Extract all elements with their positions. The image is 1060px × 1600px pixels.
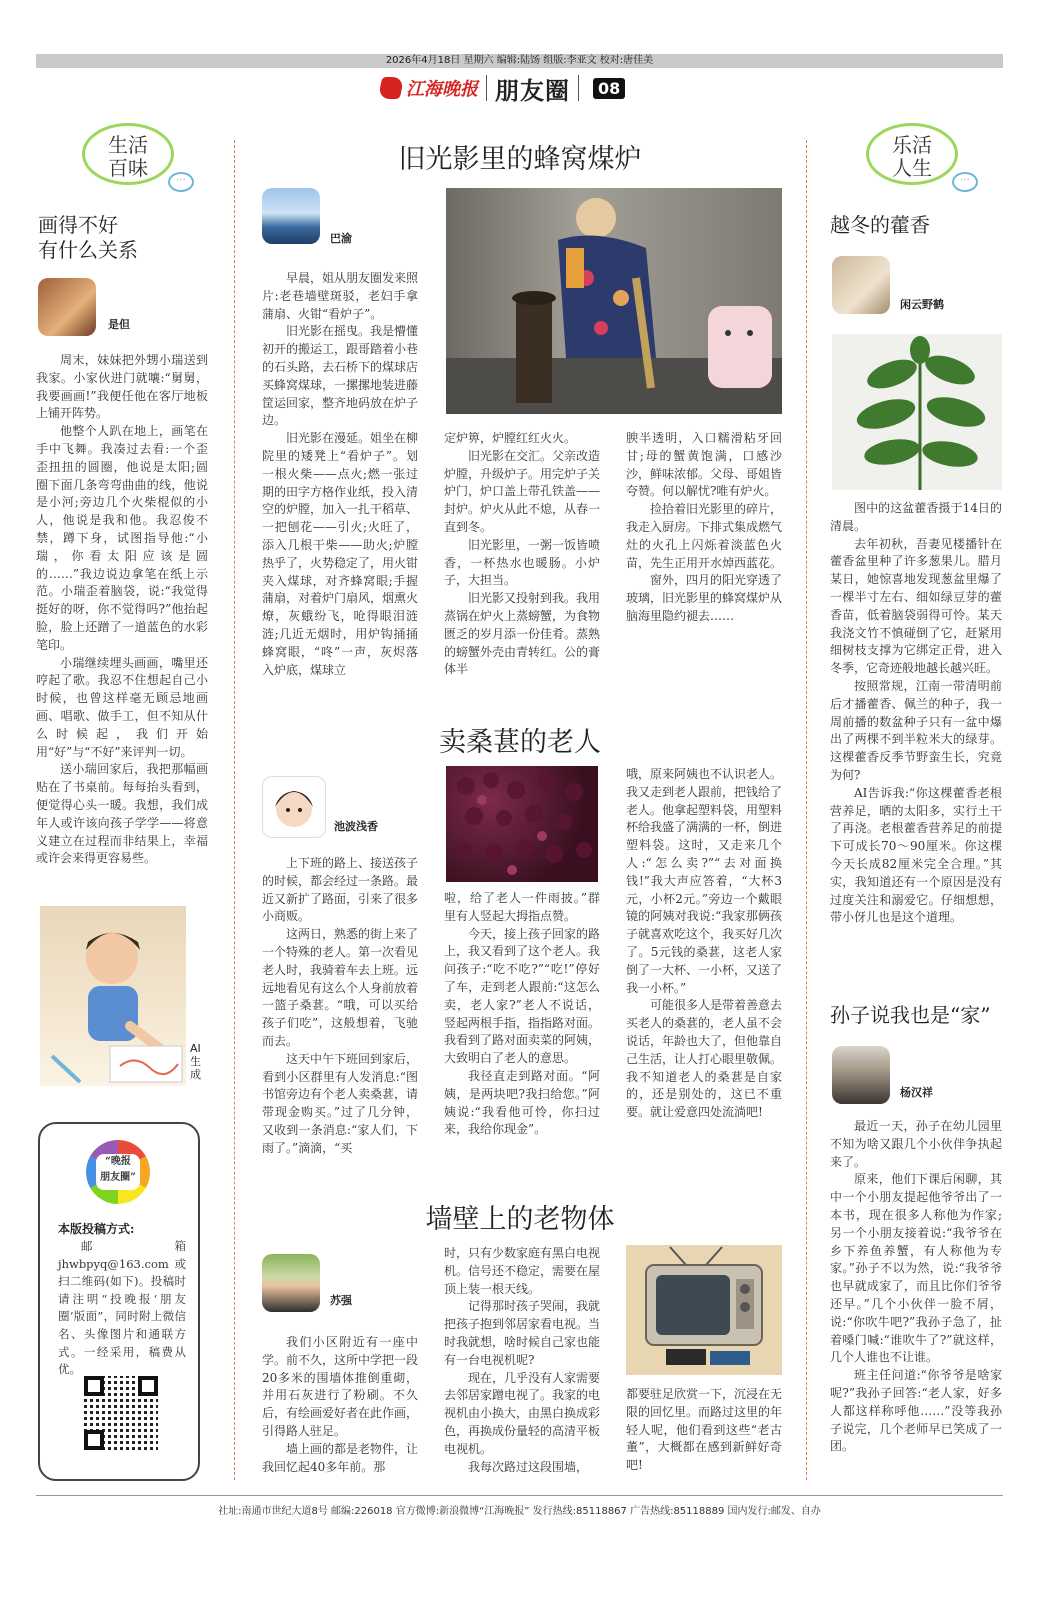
column-divider (806, 140, 807, 1480)
old-tv-painting-photo (626, 1245, 782, 1375)
dateline-bar (36, 54, 1003, 68)
paragraph: 最近一天，孙子在幼儿园里不知为啥又跟几个小伙伴争执起来了。 (830, 1119, 1002, 1169)
paragraph: 这天中午下班回到家后，看到小区群里有人发消息:“图书馆旁边有个老人卖桑葚，请带现金购买。”过了几分钟，又收到一条消息:“家人们，下雨了。”滴滴，“买 (262, 1051, 419, 1155)
left-article-body (36, 352, 208, 868)
paragraph: 早晨，姐从朋友圈发来照片:老巷墙壁斑驳，老妇手拿蒲扇、火钳“看炉子”。 (262, 271, 419, 321)
chat-bubble-icon: … (952, 172, 978, 192)
paragraph: 啦，给了老人一件雨披。”群里有人竖起大拇指点赞。 (444, 891, 600, 923)
author-name: 是但 (108, 318, 130, 331)
title-line: 画得不好 (38, 213, 118, 237)
illustration-svg (40, 906, 186, 1086)
paragraph: 可能很多人是带着善意去买老人的桑葚的，老人虽不会说话，年龄也大了，但他靠自己生活，让人打心眼里敬佩。我不知道老人的桑葚是自家的，还是别处的，这已不重要。就让爱意四处流淌吧! (626, 998, 783, 1120)
paragraph: 他整个人趴在地上，画笔在手中飞舞。我凑过去看:一个歪歪扭扭的圆圈，他说是太阳;圆圈下面几条弯弯曲曲的线，他说是小河;旁边几个火柴棍似的小人，他说是我和他。我忍俊不禁，蹲下身，试图指导他:“小瑞，你看太阳应该是圆的……”我边说边拿笔在纸上示范。小瑞歪着脑袋，说:“我觉得挺好的呀，你不觉得吗?”他抬起脸，脸上还蹭了一道蓝色的水彩笔印。 (36, 424, 208, 652)
article3-col1 (262, 1334, 418, 1476)
paragraph: 都要驻足欣赏一下，沉浸在无限的回忆里。而路过这里的年轻人呢，他们看到这些“老古董”，大概都在感到新鲜好奇吧! (626, 1387, 783, 1473)
illustration-caption: AI生成 (190, 1042, 201, 1081)
paragraph: 去年初秋，吾妻见楼播针在藿香盆里种了许多葱果儿。腊月某日，她惊喜地发现葱盆里爆了一棵半寸左右、细如绿豆芽的藿香苗，低着脑袋弱得可怜。某天我浇文竹不慎碰倒了它，赶紧用细树枝支撑为它绑定正骨，进入冬季，它奇迹般地越长越兴旺。 (830, 536, 1002, 676)
paragraph: 现在，几乎没有人家需要去邻居家蹭电视了。我家的电视机由小换大，由黑白换成彩色，再换成份量轻的高清平板电视机。 (444, 1370, 601, 1456)
paragraph: 小瑞继续埋头画画，嘴里还哼起了歌。我忍不住想起自己小时候，也曾这样毫无顾忌地画画、唱歌、做手工，但不知从什么时候起，我们开始用“好”与“不好”来评判一切。 (36, 655, 208, 759)
paragraph: 旧光影在漫延。姐坐在柳院里的矮凳上“看炉子”。划一根火柴——点火;燃一张过期的田字方格作业纸，投入清空的炉膛，加入一扎干稻草、一把刨花——引火;火旺了，添入几根干柴——助火;炉膛热乎了，火势稳定了，用火钳夹入煤球，对齐蜂窝眼;手握蒲扇，对着炉门扇风，烟熏火燎，灰蛾纷飞，呛得眼泪涟涟;几近无烟时，用炉钩捅捅蜂窝眼，“咚”一声，灰烬落入炉底，煤球立 (262, 431, 419, 677)
article-title: 旧光影里的蜂窝煤炉 (398, 144, 642, 175)
footer-rule (36, 1495, 1003, 1496)
qr-code-icon[interactable] (84, 1376, 158, 1450)
article-title: 墙壁上的老物体 (425, 1204, 615, 1235)
badge-line: 人生 (892, 156, 932, 180)
photo-svg (446, 766, 598, 882)
badge-line: “晚报 (105, 1156, 131, 1167)
article3-col2 (444, 1245, 600, 1476)
author-name: 杨汉祥 (900, 1086, 933, 1099)
badge-line: 生活 (108, 133, 148, 157)
paragraph: 图中的这盆藿香摄于14日的清晨。 (830, 501, 1002, 533)
masthead-divider (578, 75, 579, 101)
badge-line: 乐活 (892, 133, 932, 157)
photo-svg (832, 334, 1002, 490)
page-number: 08 (593, 78, 625, 99)
badge-line: 百味 (108, 156, 148, 180)
paragraph: 定炉箅，炉膛红红火火。 (444, 431, 577, 445)
author-name: 苏强 (330, 1294, 352, 1307)
paragraph: 今天，接上孩子回家的路上，我又看到了这个老人。我问孩子:“吃不吃?”“吃!”停好了车，走到老人跟前:“这怎么卖，老人家?”老人不说话，竖起两根手指，指指路对面。我看到了路对面卖菜的阿姨，大致明白了老人的意思。 (444, 926, 601, 1066)
right-article2-title: 孙子说我也是“家” (830, 1003, 991, 1027)
paragraph: 墙上画的都是老物件，让我回忆起40多年前。那 (262, 1441, 419, 1474)
paragraph: 哦，原来阿姨也不认识老人。我又走到老人跟前，把钱给了老人。他拿起塑料袋，用塑料杯给我盛了满满的一杯，倒进塑料袋。这时，又走来几个人:“怎么卖?”“去对面换钱!”我大声应答着，“大杯3元，小杯2元。”旁边一个戴眼镜的阿姨对我说:“我家那俩孩子就喜欢吃这个，我买好几次了。5元钱的桑葚，这老人家倒了一大杯、一小杯，又送了我一小杯。” (626, 767, 783, 995)
author-avatar (38, 278, 96, 336)
paragraph: 旧光影又投射到我。我用蒸锅在炉火上蒸螃蟹，为食物匮乏的岁月添一份佳肴。蒸熟的螃蟹外壳由青转红。公的膏体半 (444, 591, 601, 677)
paragraph: 班主任问道:“你爷爷是啥家呢?”我孙子回答:“老人家，好多人都这样称呼他……”没等我孙子说完，几个老师早已笑成了一团。 (830, 1368, 1002, 1454)
section-name: 朋友圈 (495, 75, 570, 105)
article-title: 卖桑葚的老人 (439, 727, 601, 758)
badge-line: 朋友圈” (100, 1172, 136, 1183)
paragraph: 时，只有少数家庭有黑白电视机。信号还不稳定，需要在屋顶上装一根天线。 (444, 1246, 601, 1296)
paragraph: 记得那时孩子哭闹，我就把孩子抱到邻居家看电视。当时我就想，啥时候自己家也能有一台电视机呢? (444, 1299, 601, 1367)
right-article1-title: 越冬的藿香 (830, 213, 930, 237)
paragraph: 旧光影在摇曳。我是懵懂初开的搬运工，跟哥踏着小巷的石头路，去石桥下的煤球店买蜂窝煤球，一摞摞地装进藤筐运回家，整齐地码放在炉子边。 (262, 324, 419, 428)
paragraph: 我们小区附近有一座中学。前不久，这所中学把一段20多米的围墙体推倒重砌，并用石灰进行了粉刷。不久后，有绘画爱好者在此作画，引得路人驻足。 (262, 1335, 419, 1438)
footer-info: 社址:南通市世纪大道8号 邮编:226018 官方微博:新浪微博“江海晚报” 发行热线:85118867 广告热线:85118889 国内发行:邮发、自办 (218, 1506, 821, 1517)
paragraph: AI告诉我:“你这棵藿香老根营养足，晒的太阳多，实行土干了再浇。老根藿香营养足的前提下可成长70～90厘米。你这棵今天长成82厘米完全合理。”其实，我知道还有一个原因是没有过度关注和溺爱它。仔细想想，带小伢儿也是这个道理。 (830, 785, 1002, 925)
photo-svg (626, 1245, 782, 1375)
submission-card (38, 1122, 200, 1481)
wechat-moments-logo-icon (86, 1140, 150, 1204)
mulberry-photo (446, 766, 598, 882)
author-name: 池波浅香 (334, 820, 378, 833)
author-name: 巴渝 (330, 232, 352, 245)
author-avatar (262, 188, 320, 244)
masthead (380, 73, 625, 103)
happy-life-badge (866, 123, 958, 185)
article3-col3 (626, 1386, 782, 1475)
left-article-title (38, 213, 228, 263)
article2-col3 (626, 766, 782, 1122)
article2-col2 (444, 890, 600, 1139)
author-avatar (832, 256, 890, 314)
paper-name: 江海晚报 (406, 79, 478, 100)
submission-text: 邮箱 jhwbpyq@163.com 或扫二维码(如下)。投稿时请注明“投晚报‘朋友圈’版面”，同时附上微信名、头像图片和通联方式。一经采用，稿费从优。 (58, 1239, 186, 1377)
paragraph: 腴半透明，入口糯滑粘牙回甘;母的蟹黄饱满，口感沙沙，鲜味浓郁。父母、哥姐皆夸赞。何以解忧?唯有炉火。 (626, 431, 783, 499)
paragraph: 按照常规，江南一带清明前后才播藿香、佩兰的种子，我一周前播的数盆种子只有一盆中爆出了两棵不到半粒米大的绿芽。这棵藿香反季节野蛮生长，究竟为何? (830, 678, 1002, 782)
article1-col2 (444, 430, 600, 679)
paragraph: 周末，妹妹把外甥小瑞送到我家。小家伙进门就嚷:“舅舅，我要画画!”我便任他在客厅地板上铺开阵势。 (36, 353, 208, 421)
paper-logo-icon (378, 77, 405, 99)
paragraph: 送小瑞回家后，我把那幅画贴在了书桌前。每每抬头看到，便觉得心头一暖。我想，我们成年人或许该向孩子学学——将意义建立在过程而非结果上，幸福或许会来得更容易些。 (36, 762, 208, 866)
paragraph: 窗外，四月的阳光穿透了玻璃，旧光影里的蜂窝煤炉从脑海里隐约褪去…… (626, 573, 783, 623)
right-article2-body (830, 1118, 1002, 1456)
huoxiang-plant-photo (832, 334, 1002, 490)
paragraph: 这两日，熟悉的街上来了一个特殊的老人。第一次看见老人时，我骑着车去上班。远远地看见有这么个人身前放着一篮子桑葚。“哦，可以买给孩子们吃”，这般想着，飞驰而去。 (262, 927, 419, 1048)
photo-svg (446, 188, 782, 414)
author-avatar (262, 776, 326, 838)
submission-heading: 本版投稿方式: (58, 1222, 135, 1236)
masthead-divider (486, 75, 487, 101)
life-flavor-badge (82, 123, 174, 185)
article1-col1 (262, 270, 418, 679)
paragraph: 捡拾着旧光影里的碎片，我走入厨房。下排式集成燃气灶的火孔上闪烁着淡蓝色火苗，先生正用开水焯西蓝花。 (626, 502, 783, 570)
paragraph: 原来，他们下课后闲聊，其中一个小朋友提起他爷爷出了一本书，现在很多人称他为作家;另一个小朋友接着说:“我爷爷在乡下养鱼养蟹，有人称他为专家。”孙子不以为然，说:“我爷爷也早就成家了，而且比你们爷爷还早。”几个小伙伴一脸不屑，说:“你吹牛吧?”我孙子急了，扯着嗓门喊:“谁吹牛了?”就这样，几个人谁也不让谁。 (830, 1172, 1002, 1365)
article2-col1 (262, 855, 418, 1158)
right-article1-body (830, 500, 1002, 927)
paragraph: 我径直走到路对面。“阿姨，是两块吧?我扫给您。”阿姨说:“我看他可怜，你扫过来，我给你现金”。 (444, 1068, 600, 1137)
paragraph: 上下班的路上、接送孩子的时候，都会经过一条路。最近又新扩了路面，引来了很多小商贩。 (262, 856, 419, 924)
title-line: 有什么关系 (38, 238, 138, 262)
coal-stove-photo (446, 188, 782, 414)
author-avatar (832, 1046, 890, 1104)
paragraph: 旧光影里，一粥一饭皆喷香，一杯热水也暖肠。小炉子，大担当。 (444, 537, 601, 588)
dateline: 2026年4月18日 星期六 编辑:陆饧 组版:李亚文 校对:唐佳美 (385, 55, 654, 66)
article1-col3 (626, 430, 782, 626)
child-drawing-illustration (40, 906, 186, 1086)
column-divider (234, 140, 235, 1480)
author-avatar (262, 1254, 320, 1312)
chat-bubble-icon: … (168, 172, 194, 192)
author-name: 闲云野鹤 (900, 298, 944, 311)
paragraph: 旧光影在交汇。父亲改造炉膛，升级炉子。用完炉子关炉门，炉口盖上带孔铁盖——封炉。炉火从此不熄，从春一直到冬。 (444, 448, 601, 534)
paragraph: 我每次路过这段围墙， (468, 1459, 589, 1474)
